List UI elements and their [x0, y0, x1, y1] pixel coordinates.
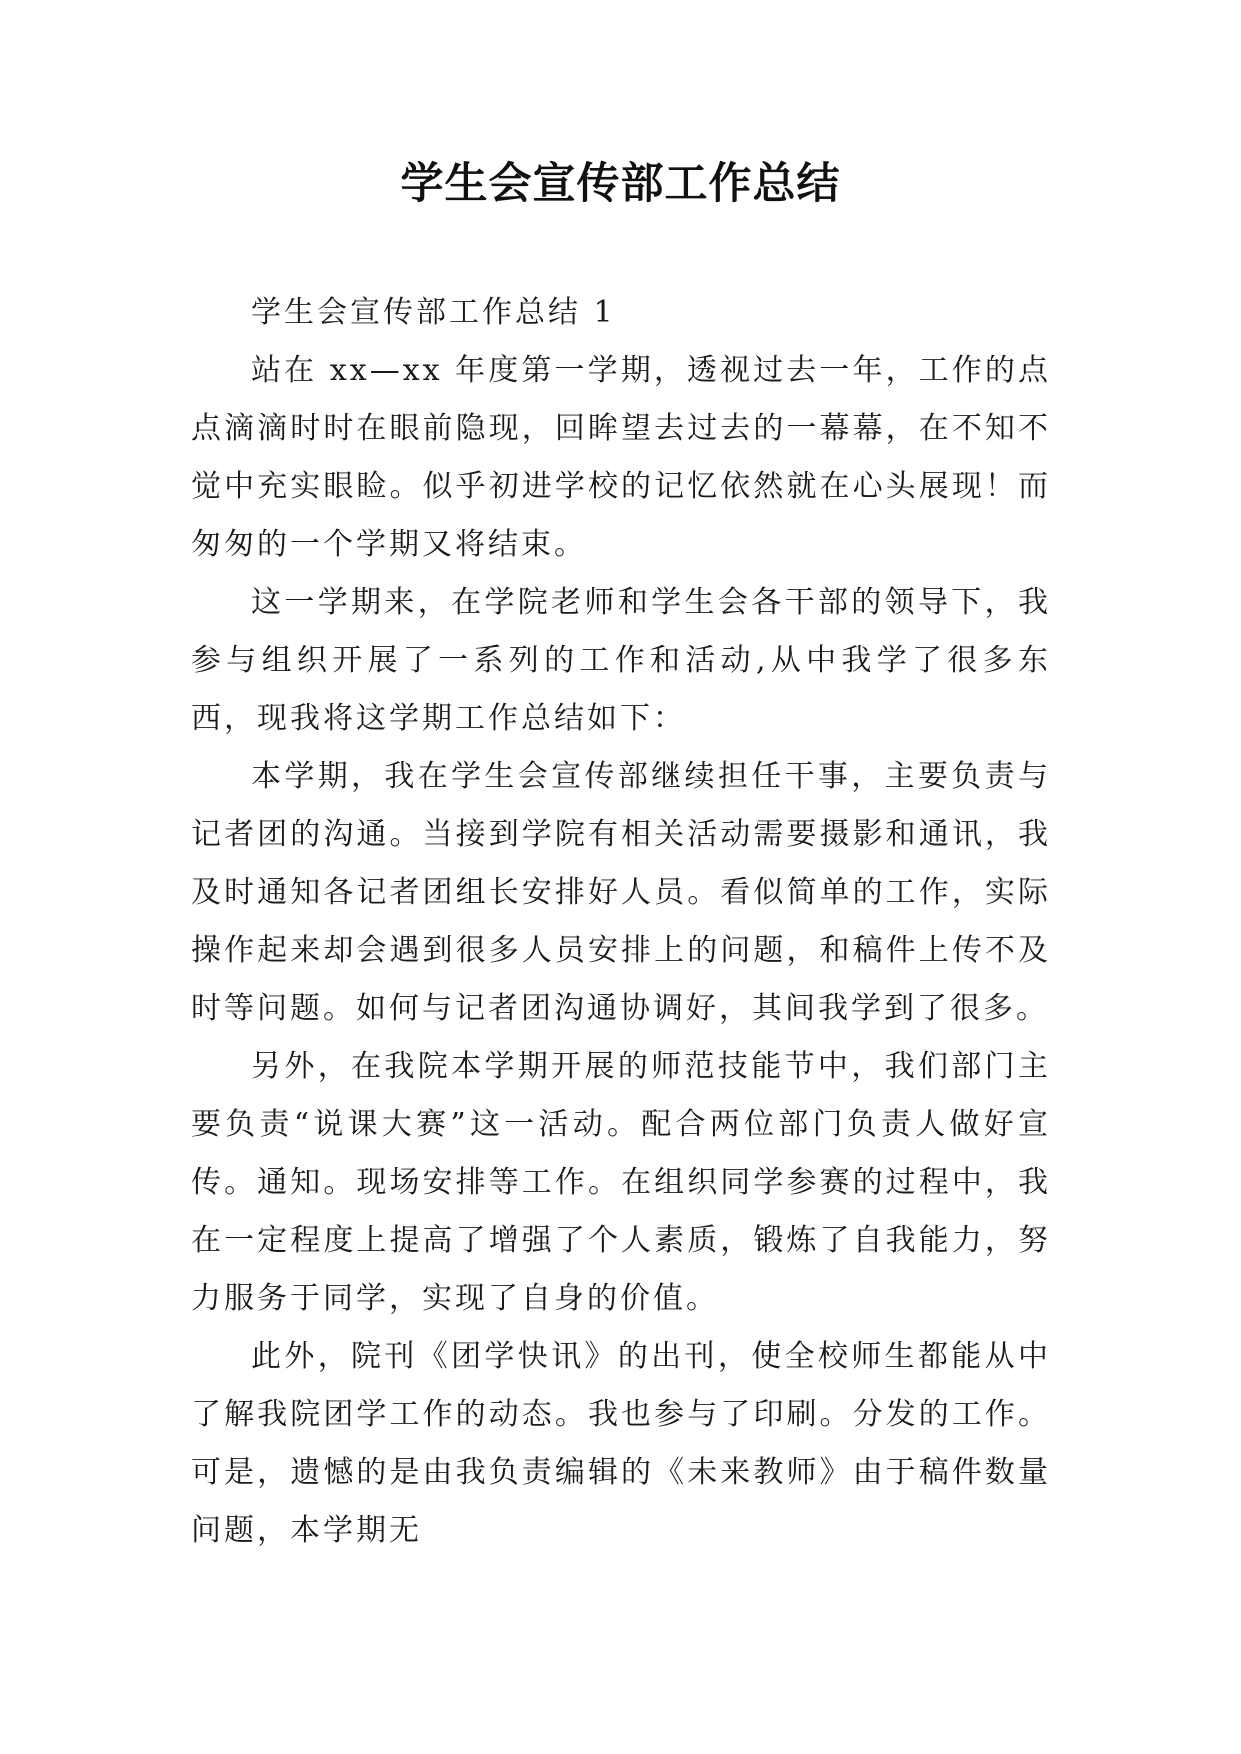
paragraph: 此外，院刊《团学快讯》的出刊，使全校师生都能从中了解我院团学工作的动态。我也参与了印刷。分发的工作。可是，遗憾的是由我负责编辑的《未来教师》由于稿件数量问题，本学期无: [191, 1339, 1051, 1548]
paragraph: 站在 xx—xx 年度第一学期，透视过去一年，工作的点点滴滴时时在眼前隐现，回眸望去过去的一幕幕，在不知不觉中充实眼睑。似乎初进学校的记忆依然就在心头展现！而匆匆的一个学期又将结束。: [191, 353, 1051, 562]
paragraph-subtitle: 学生会宣传部工作总结 1: [251, 295, 616, 330]
paragraph: 本学期，我在学生会宣传部继续担任干事，主要负责与记者团的沟通。当接到学院有相关活动需要摄影和通讯，我及时通知各记者团组长安排好人员。看似简单的工作，实际操作起来却会遇到很多人员安排上的问题，和稿件上传不及时等问题。如何与记者团沟通协调好，其间我学到了很多。: [191, 759, 1051, 1026]
document-title: 学生会宣传部工作总结: [400, 159, 841, 209]
paragraph: 这一学期来，在学院老师和学生会各干部的领导下，我参与组织开展了一系列的工作和活动,从中我学了很多东西，现我将这学期工作总结如下：: [191, 585, 1051, 736]
document-body: [191, 284, 1051, 1560]
paragraph: 另外，在我院本学期开展的师范技能节中，我们部门主要负责“说课大赛”这一活动。配合两位部门负责人做好宣传。通知。现场安排等工作。在组织同学参赛的过程中，我在一定程度上提高了增强了个人素质，锻炼了自我能力，努力服务于同学，实现了自身的价值。: [191, 1049, 1051, 1316]
